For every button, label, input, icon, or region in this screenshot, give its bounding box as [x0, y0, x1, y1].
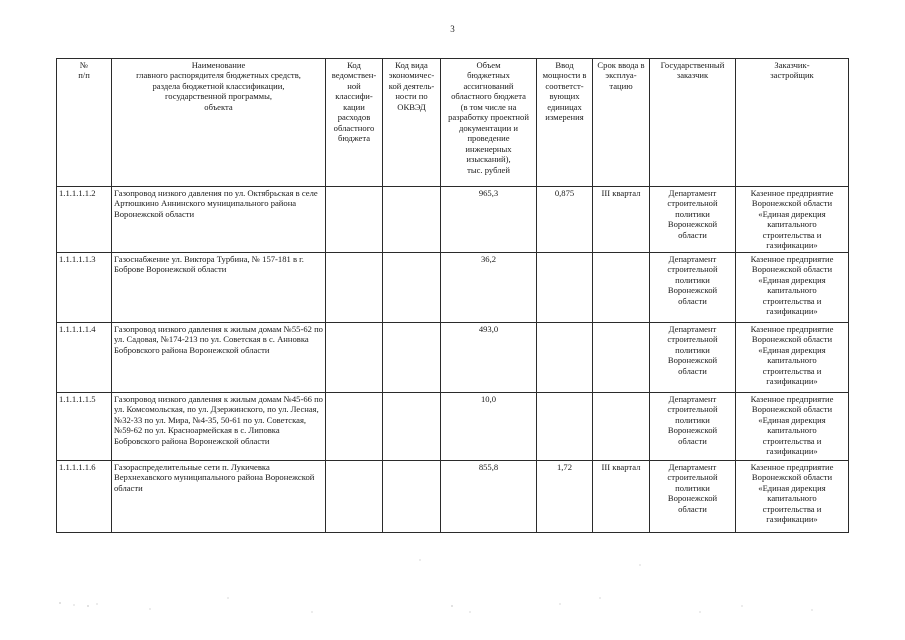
- cell-volume: 36,2: [441, 253, 537, 323]
- header-num: № п/п: [57, 59, 112, 187]
- cell-num: 1.1.1.1.1.4: [57, 323, 112, 393]
- header-volume: Объем бюджетных ассигнований областного бюджета (в том числе на разработку проектной документации и проведение инженерных изысканий), тыс. рублей: [441, 59, 537, 187]
- cell-object-name: Газопровод низкого давления к жилым домам №55-62 по ул. Садовая, №174-213 по ул. Советская в с. Анновка Бобровского района Воронежской области: [112, 323, 326, 393]
- cell-capacity: 1,72: [537, 461, 593, 533]
- cell-developer: Казенное предприятие Воронежской области «Единая дирекция капитального строительства и газификации»: [736, 187, 849, 253]
- cell-num: 1.1.1.1.1.5: [57, 393, 112, 461]
- cell-num: 1.1.1.1.1.2: [57, 187, 112, 253]
- cell-developer: Казенное предприятие Воронежской области «Единая дирекция капитального строительства и газификации»: [736, 393, 849, 461]
- cell-term: III квартал: [593, 461, 650, 533]
- cell-customer: Департамент строительной политики Воронежской области: [650, 323, 736, 393]
- cell-developer: Казенное предприятие Воронежской области «Единая дирекция капитального строительства и газификации»: [736, 461, 849, 533]
- cell-customer: Департамент строительной политики Воронежской области: [650, 393, 736, 461]
- header-term: Срок ввода в эксплуа- тацию: [593, 59, 650, 187]
- cell-developer: Казенное предприятие Воронежской области «Единая дирекция капитального строительства и газификации»: [736, 323, 849, 393]
- header-capacity: Ввод мощности в соответст- вующих единицах измерения: [537, 59, 593, 187]
- cell-volume: 965,3: [441, 187, 537, 253]
- cell-term: III квартал: [593, 187, 650, 253]
- cell-volume: 493,0: [441, 323, 537, 393]
- header-name: Наименование главного распорядителя бюджетных средств, раздела бюджетной классификации, государственной программы, объекта: [112, 59, 326, 187]
- cell-capacity: 0,875: [537, 187, 593, 253]
- cell-object-name: Газопровод низкого давления к жилым домам №45-66 по ул. Комсомольская, по ул. Дзержинского, по ул. Лесная, №32-33 по ул. Мира, №4-35, 50-61 по ул. Советская, №59-62 по ул. Красноармейская в с. Липовка Бобровского района Воронежской области: [112, 393, 326, 461]
- cell-customer: Департамент строительной политики Воронежской области: [650, 461, 736, 533]
- cell-object-name: Газопровод низкого давления по ул. Октябрьская в селе Артюшкино Аннинского муниципального района Воронежской области: [112, 187, 326, 253]
- cell-object-name: Газоснабжение ул. Виктора Турбина, № 157-181 в г. Боброве Воронежской области: [112, 253, 326, 323]
- header-dept-code: Код ведомствен- ной классифи- кации расходов областного бюджета: [326, 59, 383, 187]
- cell-customer: Департамент строительной политики Воронежской области: [650, 187, 736, 253]
- page-number: 3: [450, 24, 455, 34]
- cell-developer: Казенное предприятие Воронежской области «Единая дирекция капитального строительства и газификации»: [736, 253, 849, 323]
- cell-num: 1.1.1.1.1.3: [57, 253, 112, 323]
- header-customer: Государственный заказчик: [650, 59, 736, 187]
- header-developer: Заказчик- застройщик: [736, 59, 849, 187]
- cell-num: 1.1.1.1.1.6: [57, 461, 112, 533]
- cell-volume: 10,0: [441, 393, 537, 461]
- cell-object-name: Газораспределительные сети п. Лукичевка Верхнехавского муниципального района Воронежской области: [112, 461, 326, 533]
- header-okved: Код вида экономичес- кой деятель- ности по ОКВЭД: [383, 59, 441, 187]
- cell-volume: 855,8: [441, 461, 537, 533]
- cell-customer: Департамент строительной политики Воронежской области: [650, 253, 736, 323]
